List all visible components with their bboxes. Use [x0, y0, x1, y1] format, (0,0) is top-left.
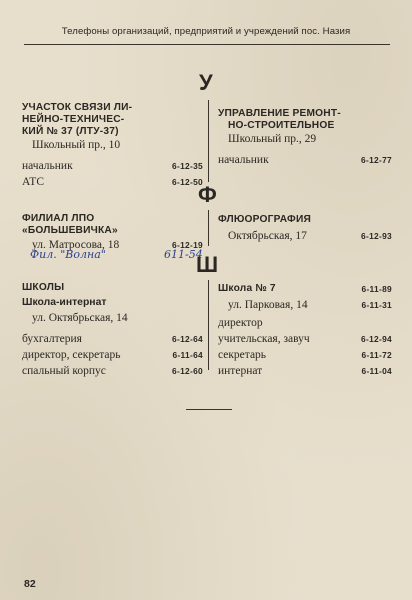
- phone-row: [22, 331, 203, 347]
- phone-row: [22, 174, 203, 190]
- entry-title: ШКОЛЫ: [22, 282, 65, 293]
- phone-number: 6-12-50: [172, 177, 203, 187]
- phone-row: [218, 152, 392, 168]
- phone-number: 6-11-64: [172, 350, 203, 360]
- phone-number: 6-11-89: [361, 284, 392, 294]
- entry-title: ФЛЮОРОГРАФИЯ: [218, 214, 311, 225]
- column-divider: [208, 210, 209, 246]
- phone-number: 6-12-77: [361, 155, 392, 165]
- entry-address: ул. Октябрьская, 14: [32, 312, 128, 324]
- phone-number: 6-12-93: [361, 231, 392, 241]
- handwritten-phone: 611-54: [164, 248, 203, 261]
- phone-row: [218, 228, 392, 244]
- phone-number: 6-12-35: [172, 161, 203, 171]
- section-letter-u: У: [199, 70, 213, 95]
- page-number: 82: [24, 578, 36, 590]
- column-divider: [208, 100, 209, 182]
- entry-address: ул. Парковая, 14: [228, 299, 308, 311]
- entry-lineno-tech-station: [22, 102, 203, 190]
- phone-row: [22, 158, 203, 174]
- entry-subtitle: Школа-интернат: [22, 297, 107, 308]
- header-rule: [24, 44, 390, 45]
- phone-row: [22, 347, 203, 363]
- entry-repair-construction: [218, 108, 392, 168]
- page-header: Телефоны организаций, предприятий и учреждений пос. Назия: [61, 26, 351, 37]
- entry-school-7: [218, 281, 392, 379]
- entry-fluorography: [218, 214, 392, 244]
- phone-row: [218, 315, 392, 331]
- phone-label: спальный корпус: [22, 365, 106, 377]
- entry-address: ул. Матросова, 18: [32, 239, 120, 251]
- section-end-rule: [186, 409, 232, 410]
- phone-number: 6-11-04: [361, 366, 392, 376]
- section-letter-sh: Ш: [196, 252, 219, 277]
- phone-row: [218, 331, 392, 347]
- phone-number: 6-12-64: [172, 334, 203, 344]
- phone-row: [218, 281, 392, 297]
- entry-title: УПРАВЛЕНИЕ РЕМОНТ- НО-СТРОИТЕЛЬНОЕ: [218, 108, 341, 131]
- entry-address: Октябрьская, 17: [228, 230, 307, 242]
- entry-schools: [22, 282, 203, 379]
- phone-number: 6-12-94: [361, 334, 392, 344]
- phone-row: [218, 297, 392, 313]
- handwritten-note: Фил. "Волна": [30, 248, 106, 261]
- phone-number: 6-11-31: [361, 300, 392, 310]
- entry-title: ФИЛИАЛ ЛПО «БОЛЬШЕВИЧКА»: [22, 213, 118, 236]
- phone-row: [218, 363, 392, 379]
- phone-row: [22, 363, 203, 379]
- phone-row: [218, 347, 392, 363]
- entry-address: Школьный пр., 29: [228, 133, 317, 145]
- entry-title: УЧАСТОК СВЯЗИ ЛИ- НЕЙНО-ТЕХНИЧЕС- КИЙ № 37 (ЛТУ-37): [22, 102, 133, 137]
- entry-bolshevichka: [22, 213, 203, 253]
- phone-number: 6-12-19: [172, 240, 203, 250]
- phone-number: 6-11-72: [361, 350, 392, 360]
- phone-label: директор, секретарь: [22, 349, 121, 361]
- phone-number: 6-12-60: [172, 366, 203, 376]
- phone-label: начальник: [218, 154, 269, 166]
- phone-label: начальник: [22, 160, 73, 172]
- phone-label: АТС: [22, 176, 44, 188]
- phone-label: бухгалтерия: [22, 333, 82, 345]
- section-letter-f: Ф: [198, 182, 217, 207]
- column-divider: [208, 280, 209, 370]
- phone-label: секретарь: [218, 349, 267, 361]
- entry-title: Школа № 7: [218, 283, 276, 294]
- entry-address: Школьный пр., 10: [32, 139, 121, 151]
- phone-label: интернат: [218, 365, 263, 377]
- phone-label: директор: [218, 317, 263, 329]
- phone-label: учительская, завуч: [218, 333, 310, 345]
